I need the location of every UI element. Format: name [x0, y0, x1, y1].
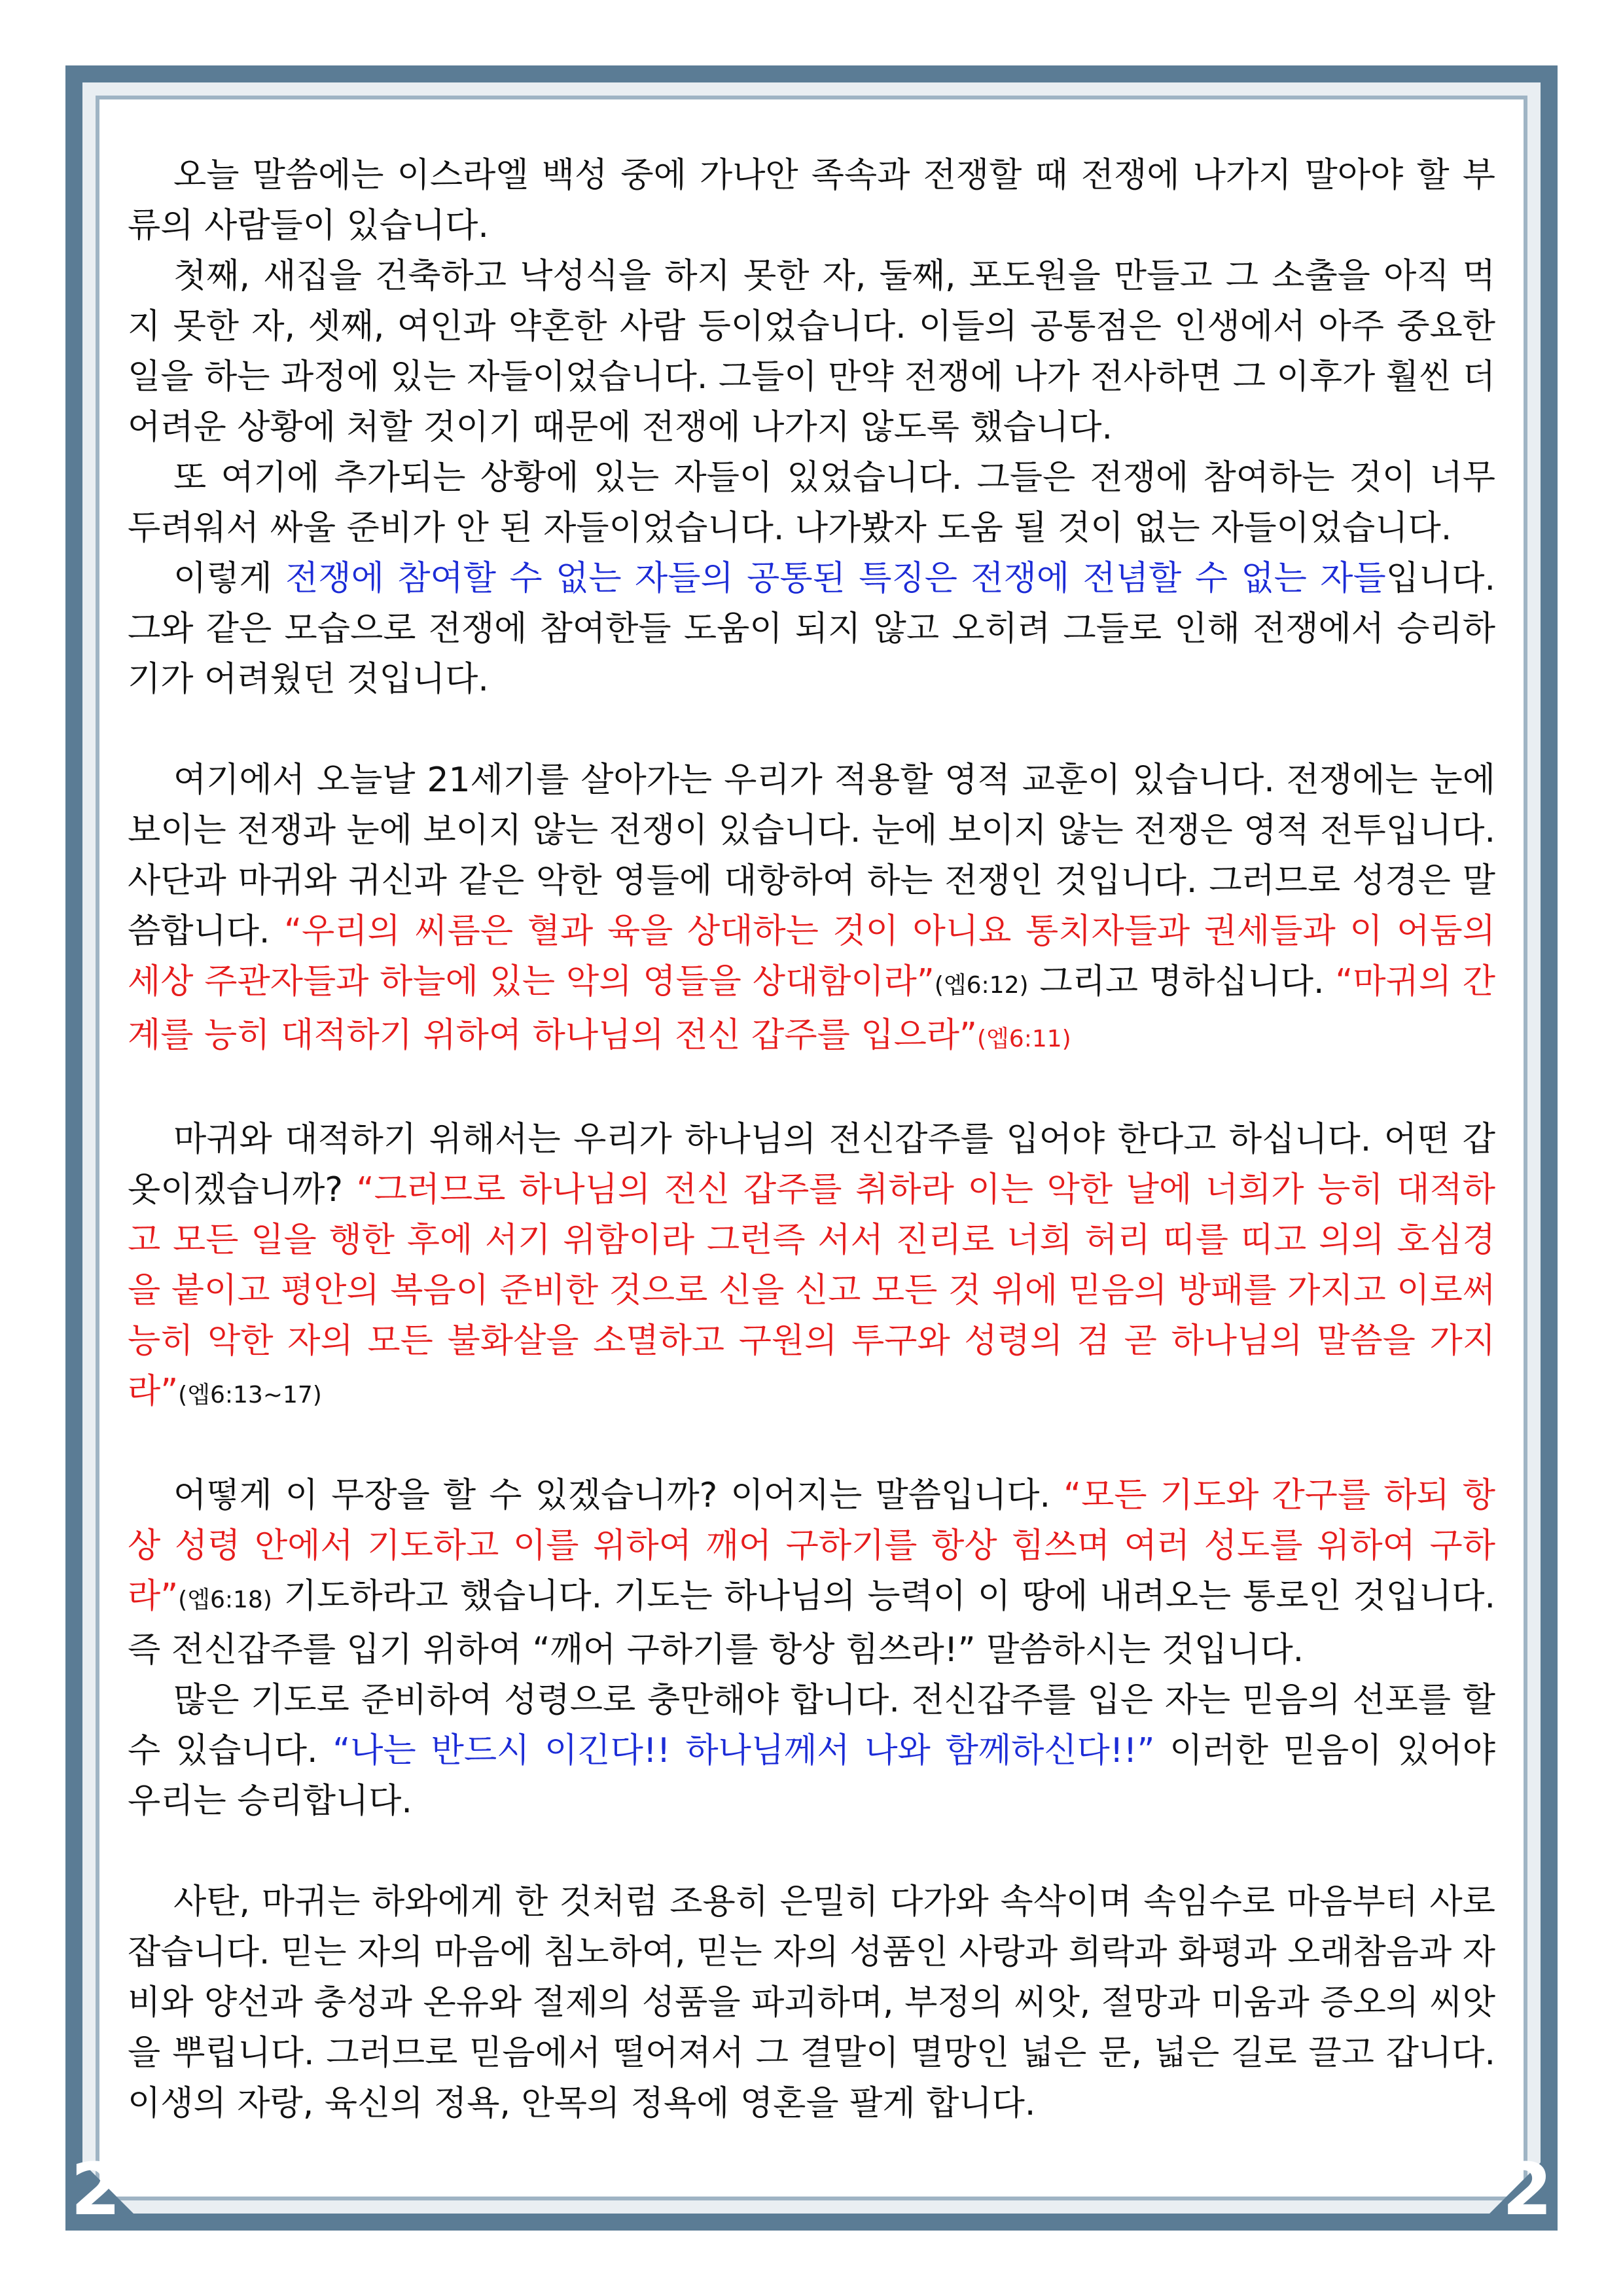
scripture-quote-eph-6-11: “마귀의 간계를 능히 대적하기 위하여 하나님의 전신 갑주를 입으라” [128, 962, 1495, 1055]
paragraph-gap [128, 1827, 1495, 1877]
paragraph-6 [128, 1115, 1495, 1420]
scripture-ref-eph-6-13-17: (엡6:13~17) [178, 1382, 322, 1408]
paragraph-4-before: 이렇게 [173, 559, 286, 598]
frame-corner-top-left [96, 96, 148, 148]
scripture-ref-eph-6-11: (엡6:11) [976, 1026, 1071, 1052]
paragraph-7 [128, 1471, 1495, 1676]
frame-corner-top-right [1475, 96, 1527, 148]
scripture-quote-eph-6-13-17: “그러므로 하나님의 전신 갑주를 취하라 이는 악한 날에 너희가 능히 대적하고 모든 일을 행한 후에 서기 위함이라 그런즉 서서 진리로 너희 허리 띠를 띠고 의의 호심경을 붙이고 평안의 복음이 준비한 것으로 신을 신고 모든 것 위에 믿음의 방패를 가지고 이로써 능히 악한 자의 모든 불화살을 소멸하고 구원의 투구와 성령의 검 곧 하나님의 말씀을 가지라” [128, 1170, 1495, 1411]
paragraph-8 [128, 1676, 1495, 1827]
paragraph-2: 첫째, 새집을 건축하고 낙성식을 하지 못한 자, 둘째, 포도원을 만들고 그 소출을 아직 먹지 못한 자, 셋째, 여인과 약혼한 사람 등이었습니다. 이들의 공통점은 인생에서 아주 중요한 일을 하는 과정에 있는 자들이었습니다. 그들이 만약 전쟁에 나가 전사하면 그 이후가 훨씬 더 어려운 상황에 처할 것이기 때문에 전쟁에 나가지 않도록 했습니다. [128, 257, 1495, 447]
paragraph-8-text-2: 이러한 믿음이 있어야 우리는 승리합니다. [128, 1731, 1495, 1821]
paragraph-7-text-1: 어떻게 이 무장을 할 수 있겠습니까? 이어지는 말씀입니다. [173, 1476, 1064, 1515]
paragraph-4-after: 입니다. 그와 같은 모습으로 전쟁에 참여한들 도움이 되지 않고 오히려 그들로 인해 전쟁에서 승리하기가 어려웠던 것입니다. [128, 559, 1495, 699]
paragraph-7-text-2: 기도하라고 했습니다. 기도는 하나님의 능력이 이 땅에 내려오는 통로인 것입니다. 즉 전신갑주를 입기 위하여 “깨어 구하기를 항상 힘쓰라!” 말씀하시는 것입니다. [128, 1577, 1495, 1670]
paragraph-gap [128, 1064, 1495, 1115]
page-number-right: 2 [1502, 2147, 1552, 2231]
sermon-body [128, 151, 1495, 2129]
scripture-quote-eph-6-12: “우리의 씨름은 혈과 육을 상대하는 것이 아니요 통치자들과 권세들과 이 어둠의 세상 주관자들과 하늘에 있는 악의 영들을 상대함이라” [128, 912, 1495, 1001]
paragraph-4-highlight: 전쟁에 참여할 수 없는 자들의 공통된 특징은 전쟁에 전념할 수 없는 자들 [285, 559, 1386, 598]
paragraph-9: 사탄, 마귀는 하와에게 한 것처럼 조용히 은밀히 다가와 속삭이며 속임수로 마음부터 사로잡습니다. 믿는 자의 마음에 침노하여, 믿는 자의 성품인 사랑과 희락과 화평과 오래참음과 자비와 양선과 충성과 온유와 절제의 성품을 파괴하며, 부정의 씨앗, 절망과 미움과 증오의 씨앗을 뿌립니다. 그러므로 믿음에서 떨어져서 그 결말이 멸망인 넓은 문, 넓은 길로 끌고 갑니다. 이생의 자랑, 육신의 정욕, 안목의 정욕에 영혼을 팔게 합니다. [128, 1882, 1495, 2123]
paragraph-gap [128, 1420, 1495, 1471]
paragraph-5-text-2: 그리고 명하십니다. [1028, 962, 1336, 1001]
paragraph-6-text-1: 마귀와 대적하기 위해서는 우리가 하나님의 전신갑주를 입어야 한다고 하십니다. 어떤 갑옷이겠습니까? [128, 1120, 1495, 1210]
scripture-ref-eph-6-18: (엡6:18) [178, 1587, 272, 1613]
paragraph-5-text-1: 여기에서 오늘날 21세기를 살아가는 우리가 적용할 영적 교훈이 있습니다. 전쟁에는 눈에 보이는 전쟁과 눈에 보이지 않는 전쟁이 있습니다. 눈에 보이지 않는 전쟁은 영적 전투입니다. 사단과 마귀와 귀신과 같은 악한 영들에 대항하여 하는 전쟁인 것입니다. 그러므로 성경은 말씀합니다. [128, 761, 1495, 951]
paragraph-gap [128, 705, 1495, 755]
paragraph-4 [128, 554, 1495, 705]
scripture-ref-eph-6-12: (엡6:12) [934, 972, 1029, 999]
paragraph-5 [128, 755, 1495, 1064]
faith-declaration: “나는 반드시 이긴다!! 하나님께서 나와 함께하신다!!” [332, 1731, 1155, 1770]
page-number-left: 2 [71, 2147, 121, 2231]
scripture-quote-eph-6-18: “모든 기도와 간구를 하되 항상 성령 안에서 기도하고 이를 위하여 깨어 구하기를 항상 힘쓰며 여러 성도를 위하여 구하라” [128, 1476, 1496, 1616]
paragraph-3: 또 여기에 추가되는 상황에 있는 자들이 있었습니다. 그들은 전쟁에 참여하는 것이 너무 두려워서 싸울 준비가 안 된 자들이었습니다. 나가봤자 도움 될 것이 없는 자들이었습니다. [128, 458, 1495, 548]
paragraph-1: 오늘 말씀에는 이스라엘 백성 중에 가나안 족속과 전쟁할 때 전쟁에 나가지 말아야 할 부류의 사람들이 있습니다. [128, 156, 1495, 245]
paragraph-8-text-1: 많은 기도로 준비하여 성령으로 충만해야 합니다. 전신갑주를 입은 자는 믿음의 선포를 할 수 있습니다. [128, 1681, 1495, 1770]
